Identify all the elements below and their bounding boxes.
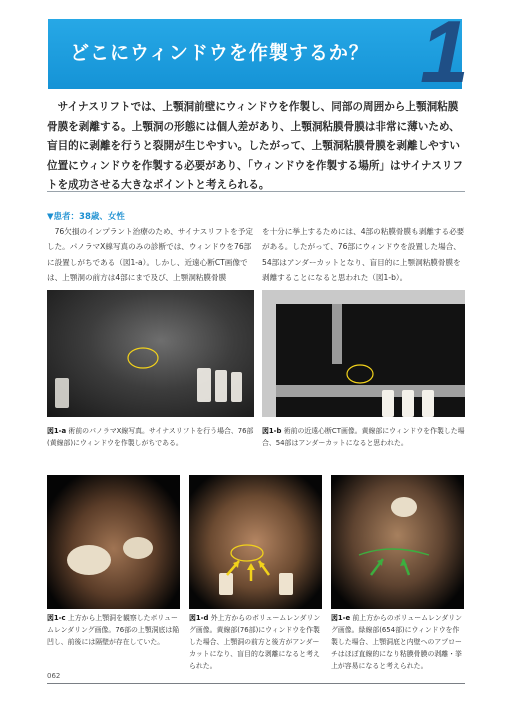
figure-1b-ct-image <box>262 290 465 417</box>
figure-1b-caption: 図1-b 術前の近遠心断CT画像。黄線部にウィンドウを作製した場合、54部はアンダーカットになると思われた。 <box>262 427 465 447</box>
figure-label: 図1-e <box>331 614 351 622</box>
figure-1e-volume-rendering <box>331 475 464 609</box>
figure-1a-caption: 図1-a 術前のパノラマX線写真。サイナスリフトを行う場合、76部(黄線部)にウィンドウを作製しがちである。 <box>47 427 254 447</box>
page-title: どこにウィンドウを作製するか？ <box>70 42 369 64</box>
figure-1a-panoramic-xray <box>47 290 254 417</box>
figure-1c-volume-rendering <box>47 475 180 609</box>
case-text-left: 76欠損のインプラント治療のため、サイナスリフトを予定した。パノラマX線写真のみの診断では、ウィンドウを76部に設置しがちである（図1-a）。しかし、近遠心断CT画像では、上顎洞の前方は4部にまで及び、上顎洞粘膜骨膜 <box>47 227 253 282</box>
window-annotation <box>331 475 464 609</box>
figure-1d-caption: 図1-d 外上方からのボリュームレンダリング画像。黄線部(76部)にウィンドウを作製した場合、上顎洞の前方と後方がアンダーカットになり、盲目的な剥離になると考えられた。 <box>189 614 321 670</box>
figure-label: 図1-d <box>189 614 209 622</box>
chapter-number: 1 <box>420 2 469 101</box>
case-heading: ▼患者：38歳、女性 <box>47 212 125 222</box>
window-annotation <box>47 290 254 417</box>
window-annotation <box>262 290 465 417</box>
figure-1e-caption: 図1-e 前上方からのボリュームレンダリング画像。緑線部(654部)にウィンドウを作製した場合、上顎洞底と内壁へのアプローチはほぼ直線的になり粘膜骨膜の剥離・挙上が容易になると考えられた。 <box>331 614 463 670</box>
page-number: 062 <box>47 672 61 680</box>
footer-rule <box>47 683 465 684</box>
figure-label: 図1-c <box>47 614 66 622</box>
tooth-shape <box>67 545 111 575</box>
section-divider <box>47 191 465 192</box>
figure-label: 図1-a <box>47 427 67 435</box>
tooth-shape <box>123 537 153 559</box>
intro-paragraph: サイナスリフトでは、上顎洞前壁にウィンドウを作製し、同部の周囲から上顎洞粘膜骨膜を剥離する。上顎洞の形態には個人差があり、上顎洞粘膜骨膜は非常に薄いため、盲目的に剥離を行うと裂開が生じやすい。したがって、上顎洞粘膜骨膜を剥離しやすい位置にウィンドウを作製する必要があり、「ウィンドウを作製する場所」はサイナスリフトを成功させる大きなポイントと考えられる。 <box>47 101 464 191</box>
figure-1d-volume-rendering <box>189 475 322 609</box>
figure-label: 図1-b <box>262 427 282 435</box>
figure-1c-caption: 図1-c 上方から上顎洞を観察したボリュームレンダリング画像。76部の上顎洞底は陥凹し、前後には隔壁が存在していた。 <box>47 614 180 646</box>
case-text-right: を十分に挙上するためには、4部の粘膜骨膜も剥離する必要がある。したがって、76部にウィンドウを設置した場合、54部はアンダーカットとなり、盲目的に上顎洞粘膜骨膜を剥離することになると思われた（図1-b）。 <box>262 227 465 282</box>
window-annotation <box>189 475 322 609</box>
